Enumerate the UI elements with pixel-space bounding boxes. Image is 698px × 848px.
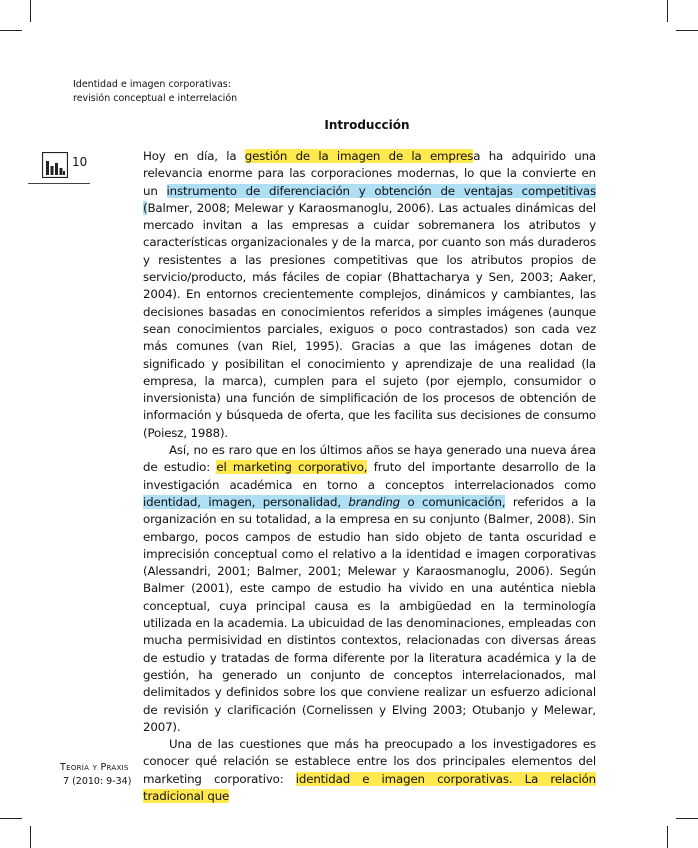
crop-mark-bottom-left-v bbox=[30, 826, 31, 848]
paragraph bbox=[143, 148, 596, 442]
section-title: Introducción bbox=[324, 118, 410, 132]
text-run: a ha adquirido una relevancia enorme para las corporaciones modernas, lo que la convierte en un bbox=[143, 149, 596, 198]
text-run: Hoy en día, la bbox=[143, 149, 245, 163]
paragraph bbox=[143, 442, 596, 736]
crop-mark-top-right-h bbox=[676, 30, 698, 31]
page-marker-rule bbox=[28, 183, 90, 184]
highlighted-text: gestión de la imagen de la empres bbox=[244, 149, 474, 163]
text-run: Una de las cuestiones que más ha preocupado a los investigadores es conocer qué relación se establece entre los dos principales elementos del marketing corporativo: bbox=[143, 737, 596, 786]
crop-mark-top-left-h bbox=[0, 30, 22, 31]
highlighted-text: instrumento de diferenciación y obtención de ventajas competitivas ( bbox=[143, 183, 596, 215]
crop-mark-top-left-v bbox=[30, 0, 31, 22]
highlighted-text: branding bbox=[348, 494, 400, 509]
highlighted-text: el marketing corporativo, bbox=[216, 460, 368, 475]
bar-chart-icon bbox=[42, 152, 68, 178]
crop-mark-bottom-left-h bbox=[0, 818, 22, 819]
text-run: Así, no es raro que en los últimos años se haya generado una nueva área de estudio: bbox=[143, 443, 596, 475]
crop-mark-top-right-v bbox=[667, 0, 668, 22]
journal-name: Teoría y Praxis bbox=[60, 762, 129, 773]
text-run: Balmer, 2008; Melewar y Karaosmanoglu, 2006). Las actuales dinámicas del mercado invitan a las empresas a cuidar sobremanera los atributos y características organizacionales y de la marca, por cuanto son más duraderos y resistentes a las presiones competitivas que los atributos propios de servicio/producto, más fáciles de copiar (Bhattacharya y Sen, 2003; Aaker, 2004). En entornos crecientemente complejos, dinámicos y cambiantes, las decisiones basadas en conocimientos referidos a simples imágenes (aunque sean conocimientos parciales, exiguos o poco contrastados) son cada vez más comunes (van Riel, 1995). Gracias a que las imágenes dotan de significado y posibilitan el conocimiento y aprendizaje de una realidad (la empresa, la marca), cumplen para el sujeto (por ejemplo, consumidor o inversionista) una función de simplificación de los procesos de obtención de información y búsqueda de oferta, que les facilita sus decisiones de consumo (Poiesz, 1988). bbox=[143, 200, 596, 440]
paragraph bbox=[143, 736, 596, 805]
highlighted-text: o comunicación, bbox=[400, 494, 506, 509]
journal-issue: 7 (2010: 9-34) bbox=[63, 776, 132, 787]
highlighted-text: identidad e imagen corporativas. La relación tradicional que bbox=[143, 771, 596, 803]
crop-mark-bottom-right-h bbox=[676, 818, 698, 819]
footer bbox=[60, 761, 131, 789]
text-run: fruto del importante desarrollo de la investigación académica en torno a conceptos interrelacionados como bbox=[143, 460, 596, 492]
highlighted-text: identidad, imagen, personalidad, bbox=[143, 494, 349, 509]
running-head-line-2: revisión conceptual e interrelación bbox=[73, 93, 238, 104]
page-number: 10 bbox=[72, 155, 88, 169]
running-head-line-1: Identidad e imagen corporativas: bbox=[73, 79, 231, 90]
running-head bbox=[73, 78, 237, 106]
crop-mark-bottom-right-v bbox=[667, 826, 668, 848]
text-run: referidos a la organización en su totalidad, a la empresa en su conjunto (Balmer, 2008). Sin embargo, pocos campos de estudio han sido objeto de tanta oscuridad e imprecisión conceptual como el relativo a la identidad e imagen corporativas (Alessandri, 2001; Balmer, 2001; Melewar y Karaosmanoglu, 2006). Según Balmer (2001), este campo de estudio ha vivido en una auténtica niebla conceptual, cuya principal causa es la ambigüedad en la terminología utilizada en la academia. La ubicuidad de las denominaciones, empleadas con mucha permisividad en distintos contextos, relacionadas con diversas áreas de estudio y tratadas de forma diferente por la literatura académica y la de gestión, ha generado un conjunto de conceptos interrelacionados, mal delimitados y definidos sobre los que conviene realizar un esfuerzo adicional de revisión y clarificación (Cornelissen y Elving 2003; Otubanjo y Melewar, 2007). bbox=[143, 494, 596, 734]
body-text bbox=[143, 148, 596, 805]
